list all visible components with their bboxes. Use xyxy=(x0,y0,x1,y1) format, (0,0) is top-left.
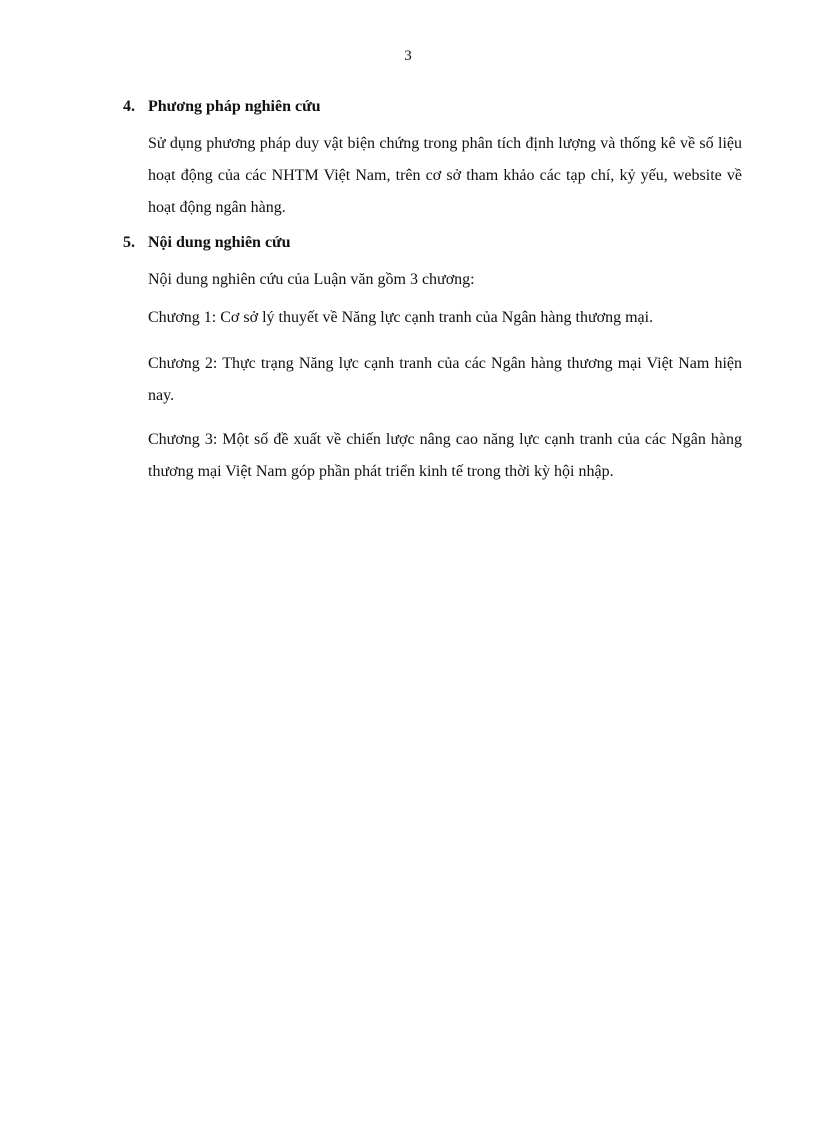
chapter-1-line: Chương 1: Cơ sở lý thuyết về Năng lực cạnh tranh của Ngân hàng thương mại. xyxy=(148,309,654,326)
section-4-number: 4. xyxy=(123,98,135,115)
section-4-title: Phương pháp nghiên cứu xyxy=(148,98,321,115)
chapter-3-line: Chương 3: Một số đề xuất về chiến lược nâng cao năng lực cạnh tranh của các Ngân hàng thương mại Việt Nam góp phần phát triển kinh tế trong thời kỳ hội nhập. xyxy=(148,431,742,480)
section-5-intro: Nội dung nghiên cứu của Luận văn gồm 3 chương: xyxy=(148,271,475,288)
section-4-heading xyxy=(123,96,743,118)
section-5-heading xyxy=(123,232,743,254)
page-number: 3 xyxy=(404,48,412,64)
section-5-title: Nội dung nghiên cứu xyxy=(148,234,291,251)
chapter-2-line: Chương 2: Thực trạng Năng lực cạnh tranh của các Ngân hàng thương mại Việt Nam hiện nay. xyxy=(148,355,742,404)
section-5-number: 5. xyxy=(123,234,135,251)
section-4-paragraph: Sử dụng phương pháp duy vật biện chứng trong phân tích định lượng và thống kê về số liệu hoạt động của các NHTM Việt Nam, trên cơ sở tham khảo các tạp chí, kỷ yếu, website về hoạt động ngân hàng. xyxy=(148,135,742,216)
